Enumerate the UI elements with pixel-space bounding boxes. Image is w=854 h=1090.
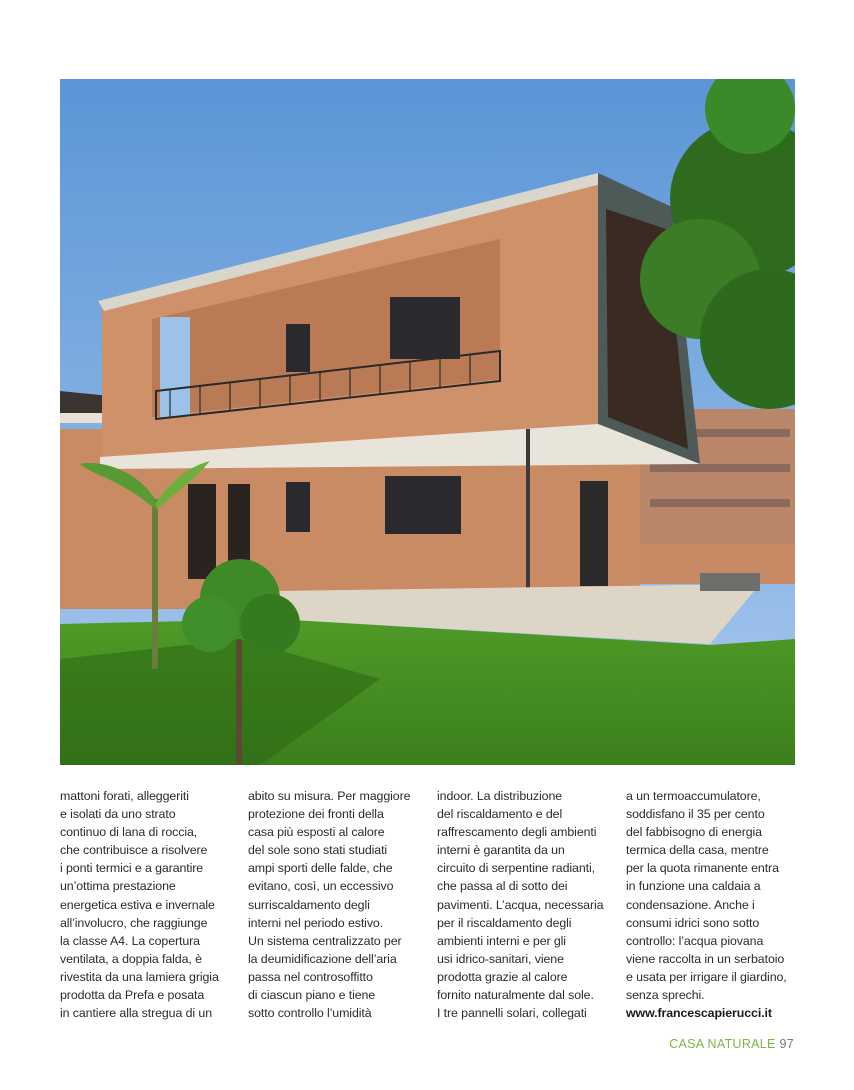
text-line: di ciascun piano e tiene xyxy=(248,988,376,1003)
text-line: un’ottima prestazione xyxy=(60,879,176,894)
text-line: interni nel periodo estivo. xyxy=(248,915,384,930)
text-line: per la quota rimanente entra xyxy=(626,861,779,876)
text-line: i ponti termici e a garantire xyxy=(60,861,204,876)
text-line: che contribuisce a risolvere xyxy=(60,843,208,858)
text-line: interni è garantita da un xyxy=(437,843,565,858)
text-line: ampi sporti delle falde, che xyxy=(248,861,393,876)
text-line: abito su misura. Per maggiore xyxy=(248,789,411,803)
text-line: ambienti interni e per gli xyxy=(437,933,566,948)
text-line: che passa al di sotto dei xyxy=(437,879,568,894)
text-line: e usata per irrigare il giardino, xyxy=(626,969,787,984)
text-line: continuo di lana di roccia, xyxy=(60,825,198,840)
text-line: del sole sono stati studiati xyxy=(248,843,388,858)
text-line: a un termoaccumulatore, xyxy=(626,789,761,803)
text-line: passa nel controsoffitto xyxy=(248,969,373,984)
text-line: indoor. La distribuzione xyxy=(437,789,563,803)
text-line: all’involucro, che raggiunge xyxy=(60,915,208,930)
text-line: I tre pannelli solari, collegati xyxy=(437,1006,587,1021)
text-column-4 xyxy=(626,787,806,1022)
text-line: viene raccolta in un serbatoio xyxy=(626,951,785,966)
text-line: la classe A4. La copertura xyxy=(60,933,200,948)
text-line: soddisfano il 35 per cento xyxy=(626,807,765,822)
text-line: senza sprechi. xyxy=(626,988,705,1003)
text-line: prodotta da Prefa e posata xyxy=(60,988,205,1003)
text-line: surriscaldamento degli xyxy=(248,897,370,912)
text-line: Un sistema centralizzato per xyxy=(248,933,402,948)
text-line: consumi idrici sono sotto xyxy=(626,915,760,930)
page-number: 97 xyxy=(779,1037,794,1051)
text-line: e isolati da uno strato xyxy=(60,807,176,822)
text-line: fornito naturalmente dal sole. xyxy=(437,988,594,1003)
text-line: la deumidificazione dell’aria xyxy=(248,951,397,966)
text-line: ventilata, a doppia falda, è xyxy=(60,951,202,966)
text-line: prodotta grazie al calore xyxy=(437,969,568,984)
text-line: usi idrico-sanitari, viene xyxy=(437,951,564,966)
text-column-3 xyxy=(437,787,617,1022)
house-photo xyxy=(60,79,795,765)
magazine-name: CASA NATURALE xyxy=(669,1037,776,1051)
text-line: casa più esposti al calore xyxy=(248,825,385,840)
text-column-2 xyxy=(248,787,428,1022)
text-line: mattoni forati, alleggeriti xyxy=(60,789,189,803)
text-line: per il riscaldamento degli xyxy=(437,915,572,930)
text-line: rivestita da una lamiera grigia xyxy=(60,969,219,984)
text-line: in cantiere alla stregua di un xyxy=(60,1006,212,1021)
text-line: energetica estiva e invernale xyxy=(60,897,215,912)
text-line: pavimenti. L’acqua, necessaria xyxy=(437,897,604,912)
text-line: termica della casa, mentre xyxy=(626,843,769,858)
house-illustration xyxy=(60,79,795,765)
text-line: in funzione una caldaia a xyxy=(626,879,761,894)
text-line: raffrescamento degli ambienti xyxy=(437,825,597,840)
text-line: del riscaldamento e del xyxy=(437,807,563,822)
text-column-1 xyxy=(60,787,240,1022)
text-line: condensazione. Anche i xyxy=(626,897,755,912)
text-line: sotto controllo l’umidità xyxy=(248,1006,372,1021)
text-line: circuito di serpentine radianti, xyxy=(437,861,595,876)
text-line: controllo: l’acqua piovana xyxy=(626,933,764,948)
text-line: protezione dei fronti della xyxy=(248,807,384,822)
text-line: del fabbisogno di energia xyxy=(626,825,762,840)
text-line: evitano, così, un eccessivo xyxy=(248,879,394,894)
page-footer xyxy=(669,1037,794,1051)
website-link[interactable]: www.francescapierucci.it xyxy=(626,1006,772,1021)
